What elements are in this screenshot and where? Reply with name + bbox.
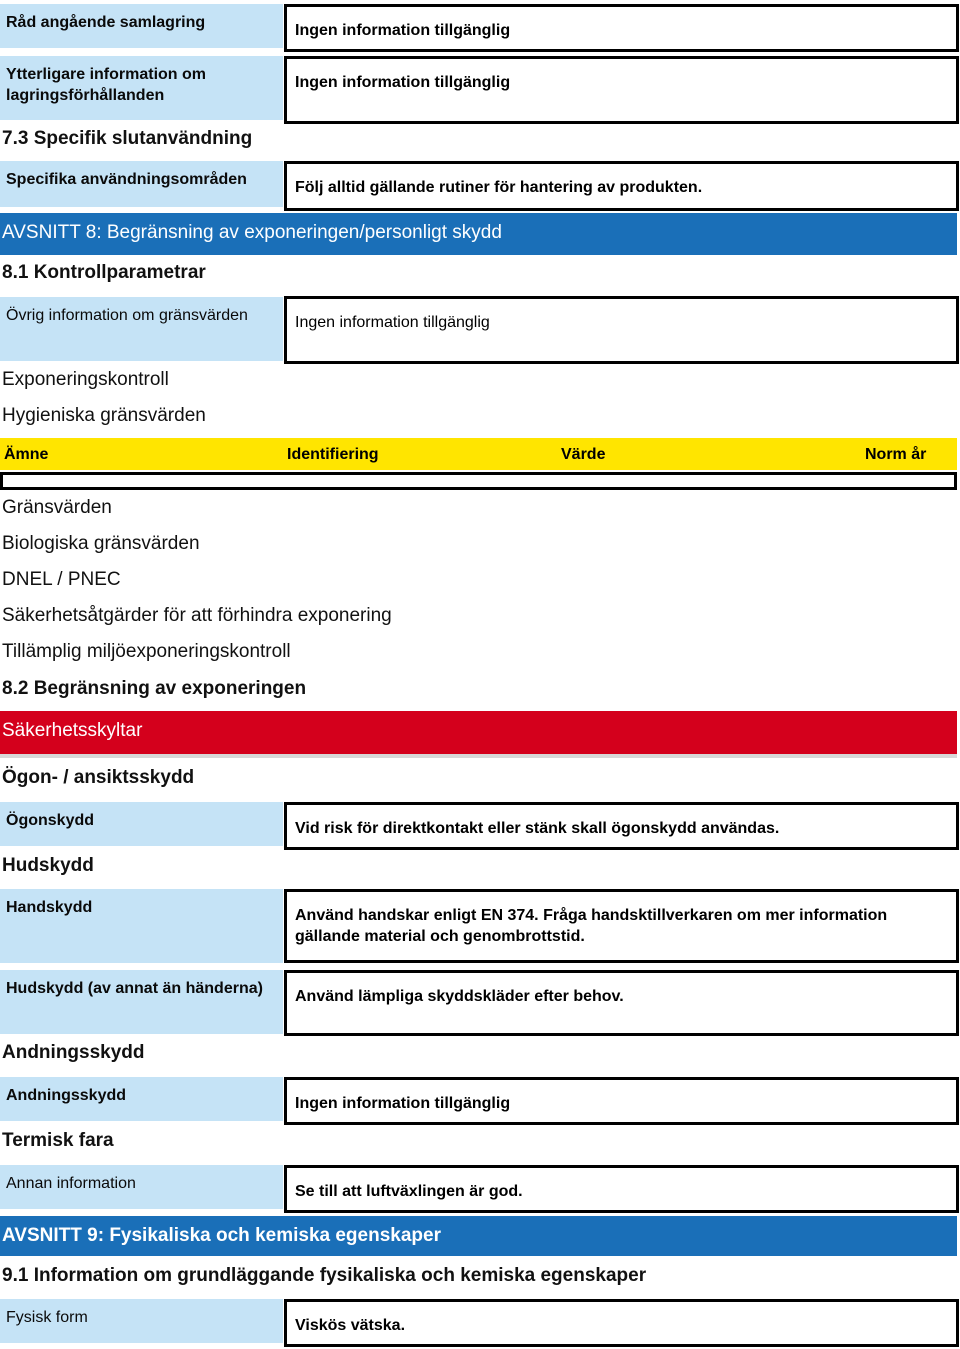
limit-table-empty-row [0, 472, 957, 490]
col-identification: Identifiering [287, 446, 379, 463]
other-info-label: Annan information [0, 1165, 283, 1209]
storage-extra-value: Ingen information tillgänglig [284, 56, 959, 124]
safety-signs-header: Säkerhetsskyltar [0, 711, 957, 758]
specific-use-value: Följ alltid gällande rutiner för hantering av produkten. [284, 161, 959, 211]
heading-8-2: 8.2 Begränsning av exponeringen [2, 678, 307, 699]
limit-table-header [0, 438, 957, 470]
col-substance: Ämne [4, 446, 49, 463]
exposure-control-heading: Exponeringskontroll [2, 369, 169, 390]
hand-protection-label: Handskydd [0, 889, 283, 963]
physical-form-label: Fysisk form [0, 1299, 283, 1343]
skin-protection-label: Hudskydd (av annat än händerna) [0, 970, 283, 1034]
other-info-value: Se till att luftväxlingen är god. [284, 1165, 959, 1213]
storage-extra-label: Ytterligare information om lagringsförhållanden [0, 56, 283, 120]
skin-heading: Hudskydd [2, 855, 94, 876]
eye-protection-label: Ögonskydd [0, 802, 283, 846]
storage-advice-label: Råd angående samlagring [0, 4, 283, 48]
heading-7-3: 7.3 Specifik slutanvändning [2, 128, 253, 149]
eye-face-heading: Ögon- / ansiktsskydd [2, 767, 195, 788]
safety-measures-heading: Säkerhetsåtgärder för att förhindra exponering [2, 605, 392, 626]
hand-protection-value: Använd handskar enligt EN 374. Fråga handsktillverkaren om mer information gällande material och genombrottstid. [284, 889, 959, 963]
thermal-heading: Termisk fara [2, 1130, 114, 1151]
specific-use-label: Specifika användningsområden [0, 161, 283, 207]
heading-8-1: 8.1 Kontrollparametrar [2, 262, 206, 283]
physical-form-value: Viskös vätska. [284, 1299, 959, 1347]
respiratory-label: Andningsskydd [0, 1077, 283, 1121]
limit-info-value: Ingen information tillgänglig [284, 296, 959, 364]
section-9-header: AVSNITT 9: Fysikaliska och kemiska egenskaper [0, 1216, 957, 1256]
limit-info-label: Övrig information om gränsvärden [0, 297, 283, 361]
respiratory-value: Ingen information tillgänglig [284, 1077, 959, 1125]
bio-limits-heading: Biologiska gränsvärden [2, 533, 200, 554]
skin-protection-value: Använd lämpliga skyddskläder efter behov. [284, 970, 959, 1036]
heading-9-1: 9.1 Information om grundläggande fysikaliska och kemiska egenskaper [2, 1265, 647, 1286]
limit-values-heading: Gränsvärden [2, 497, 112, 518]
env-control-heading: Tillämplig miljöexponeringskontroll [2, 641, 291, 662]
section-8-header: AVSNITT 8: Begränsning av exponeringen/personligt skydd [0, 213, 957, 255]
hygienic-heading: Hygieniska gränsvärden [2, 405, 206, 426]
eye-protection-value: Vid risk för direktkontakt eller stänk skall ögonskydd användas. [284, 802, 959, 850]
breathing-heading: Andningsskydd [2, 1042, 145, 1063]
col-norm-year: Norm år [865, 446, 927, 463]
dnel-heading: DNEL / PNEC [2, 569, 121, 590]
col-value: Värde [561, 446, 606, 463]
storage-advice-value: Ingen information tillgänglig [284, 4, 959, 52]
